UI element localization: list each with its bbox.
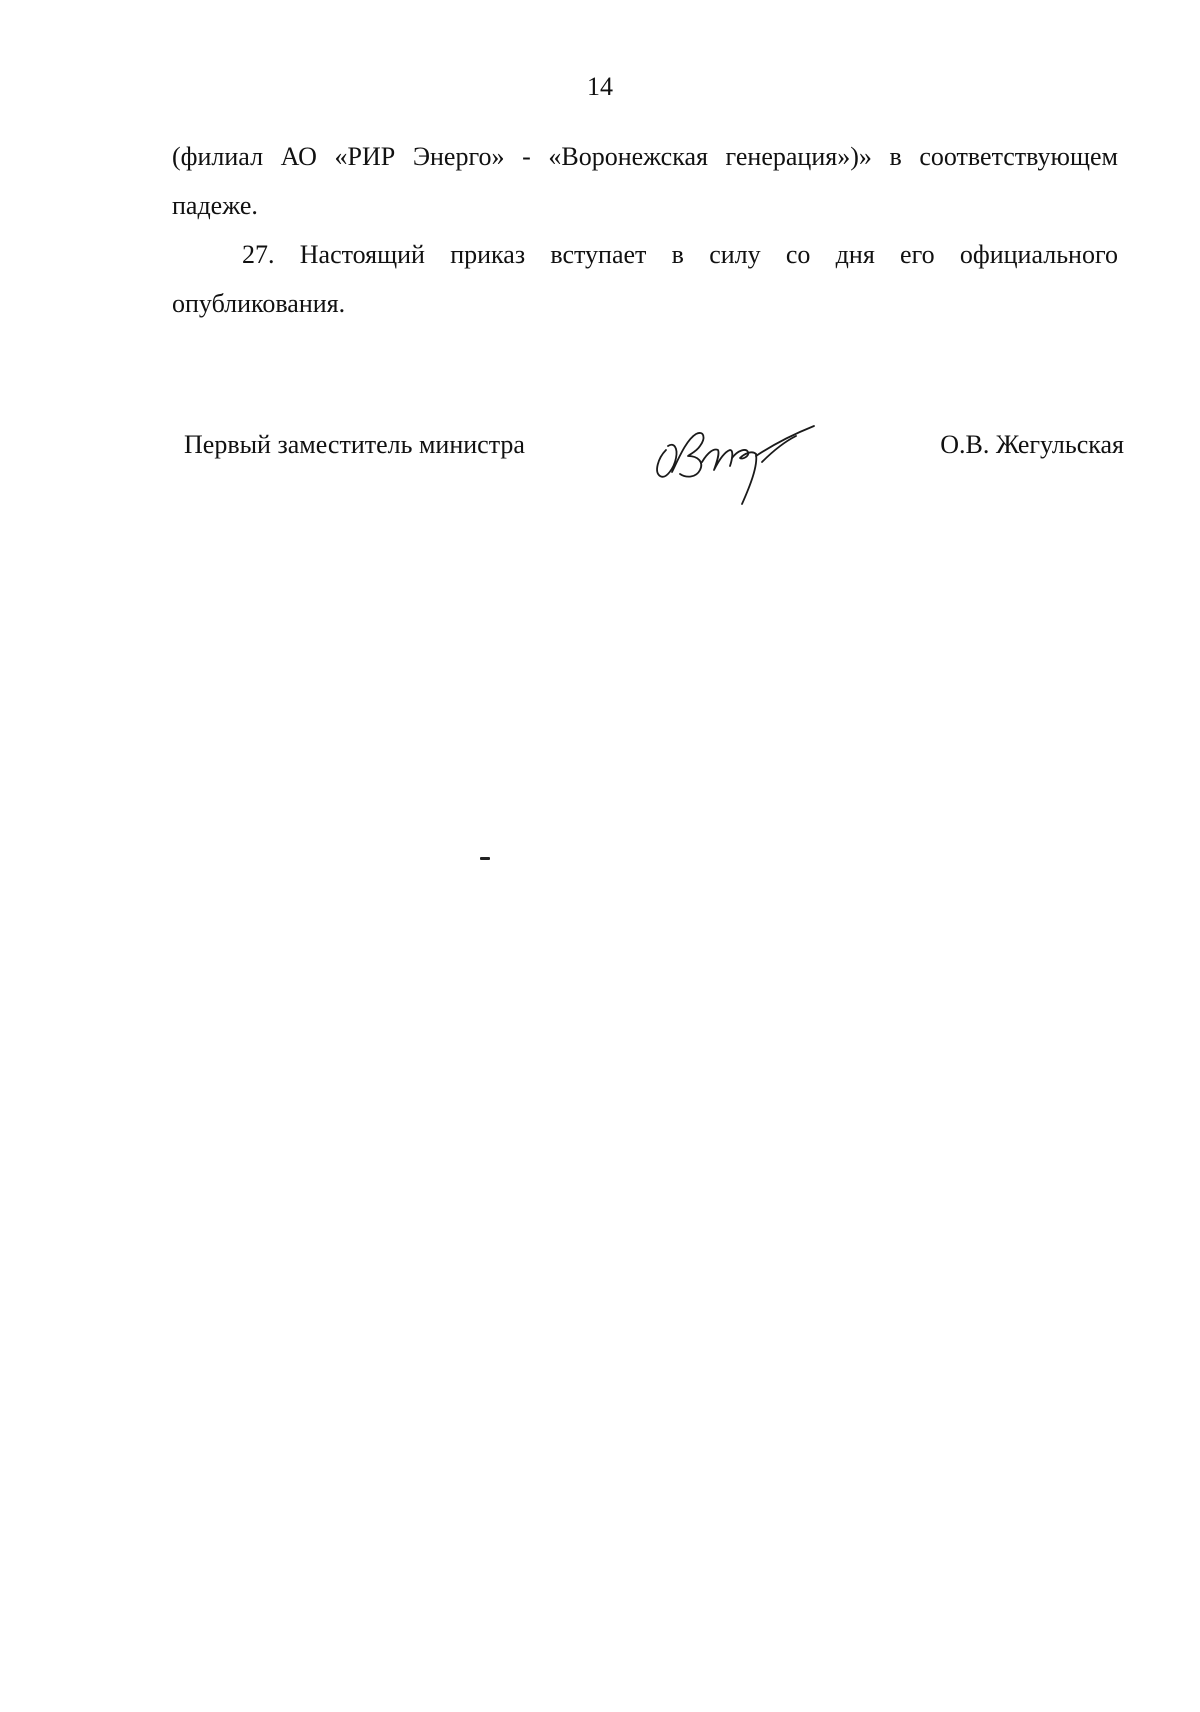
- paragraph-27: 27. Настоящий приказ вступает в силу со дня его официального опубликования.: [172, 240, 1118, 318]
- signature-block: [184, 424, 1124, 504]
- signatory-name: О.В. Жегульская: [940, 430, 1124, 459]
- handwritten-signature-icon: [644, 406, 864, 506]
- paragraph-continuation: (филиал АО «РИР Энерго» - «Воронежская генерация»)» в соответствующем падеже.: [172, 142, 1118, 220]
- signatory-position: Первый заместитель министра: [184, 430, 525, 459]
- page-number: 14: [587, 72, 613, 101]
- document-body: [172, 132, 1118, 328]
- scan-speck: [480, 857, 490, 860]
